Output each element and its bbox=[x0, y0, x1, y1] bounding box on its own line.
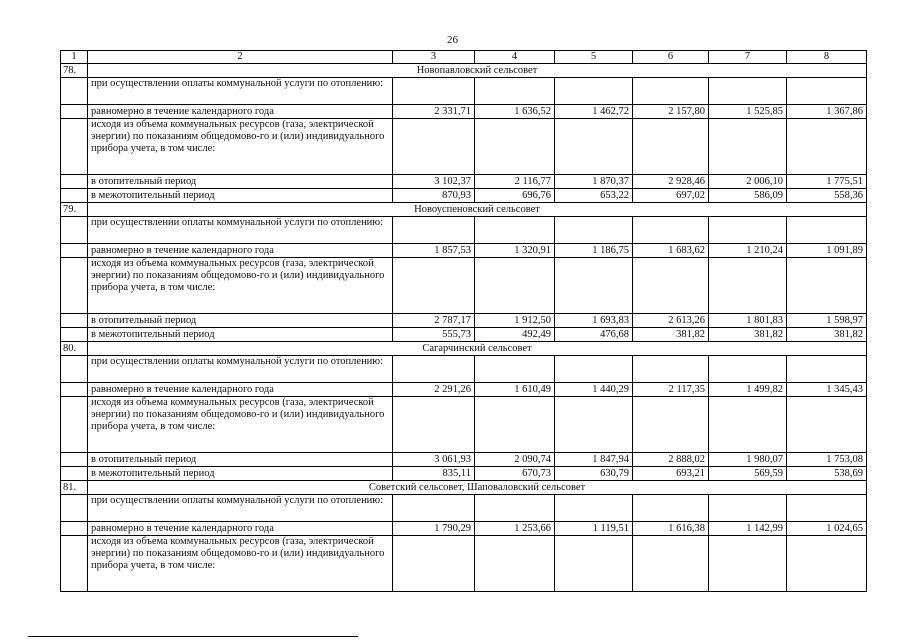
value-cell bbox=[555, 495, 633, 522]
value-cell: 381,82 bbox=[633, 328, 709, 342]
value-cell: 2 888,02 bbox=[633, 453, 709, 467]
value-cell: 1 499,82 bbox=[709, 383, 787, 397]
value-cell: 1 616,38 bbox=[633, 522, 709, 536]
value-cell: 2 090,74 bbox=[475, 453, 555, 467]
value-cell: 569,59 bbox=[709, 467, 787, 481]
value-cell bbox=[787, 78, 867, 105]
row-label: исходя из объема коммунальных ресурсов (газа, электрической энергии) по показаниям общедомово-го и (или) индивидуального прибора учета, в том числе: bbox=[88, 536, 393, 592]
table-row bbox=[61, 78, 867, 105]
value-cell bbox=[555, 356, 633, 383]
section-name: Новоуспеновский сельсовет bbox=[88, 203, 867, 217]
table-row bbox=[61, 383, 867, 397]
row-label: в отопительный период bbox=[88, 314, 393, 328]
value-cell bbox=[709, 536, 787, 592]
value-cell: 1 693,83 bbox=[555, 314, 633, 328]
value-cell: 2 613,26 bbox=[633, 314, 709, 328]
row-label: равномерно в течение календарного года bbox=[88, 105, 393, 119]
table-row bbox=[61, 495, 867, 522]
value-cell: 2 291,26 bbox=[393, 383, 475, 397]
value-cell: 1 683,62 bbox=[633, 244, 709, 258]
value-cell: 558,36 bbox=[787, 189, 867, 203]
table-row bbox=[61, 119, 867, 175]
value-cell: 586,09 bbox=[709, 189, 787, 203]
row-number-cell bbox=[61, 119, 88, 175]
value-cell bbox=[709, 356, 787, 383]
value-cell: 2 157,80 bbox=[633, 105, 709, 119]
value-cell bbox=[709, 258, 787, 314]
value-cell bbox=[787, 495, 867, 522]
value-cell bbox=[633, 397, 709, 453]
row-label: исходя из объема коммунальных ресурсов (газа, электрической энергии) по показаниям общедомово-го и (или) индивидуального прибора учета, в том числе: bbox=[88, 397, 393, 453]
table-row bbox=[61, 175, 867, 189]
row-number-cell bbox=[61, 536, 88, 592]
row-label: в межотопительный период bbox=[88, 467, 393, 481]
value-cell bbox=[393, 397, 475, 453]
table-row bbox=[61, 217, 867, 244]
section-row bbox=[61, 481, 867, 495]
row-number-cell bbox=[61, 397, 88, 453]
value-cell: 2 928,46 bbox=[633, 175, 709, 189]
value-cell: 630,79 bbox=[555, 467, 633, 481]
value-cell: 492,49 bbox=[475, 328, 555, 342]
row-number-cell bbox=[61, 258, 88, 314]
value-cell: 538,69 bbox=[787, 467, 867, 481]
row-label: равномерно в течение календарного года bbox=[88, 383, 393, 397]
tariff-table bbox=[60, 50, 867, 592]
row-label: исходя из объема коммунальных ресурсов (газа, электрической энергии) по показаниям общедомово-го и (или) индивидуального прибора учета, в том числе: bbox=[88, 119, 393, 175]
section-name: Сагарчинский сельсовет bbox=[88, 342, 867, 356]
value-cell bbox=[709, 217, 787, 244]
table-row bbox=[61, 258, 867, 314]
value-cell bbox=[555, 258, 633, 314]
value-cell bbox=[633, 78, 709, 105]
column-header: 4 bbox=[475, 51, 555, 64]
value-cell: 670,73 bbox=[475, 467, 555, 481]
value-cell: 1 912,50 bbox=[475, 314, 555, 328]
value-cell bbox=[555, 217, 633, 244]
table-row bbox=[61, 189, 867, 203]
section-row bbox=[61, 64, 867, 78]
value-cell bbox=[475, 119, 555, 175]
table-body bbox=[61, 51, 867, 592]
value-cell: 1 320,91 bbox=[475, 244, 555, 258]
section-row bbox=[61, 342, 867, 356]
value-cell bbox=[393, 536, 475, 592]
value-cell: 1 186,75 bbox=[555, 244, 633, 258]
value-cell: 1 753,08 bbox=[787, 453, 867, 467]
row-number-cell bbox=[61, 78, 88, 105]
value-cell: 693,21 bbox=[633, 467, 709, 481]
value-cell bbox=[787, 536, 867, 592]
row-number-cell bbox=[61, 189, 88, 203]
row-number-cell bbox=[61, 328, 88, 342]
row-number-cell bbox=[61, 522, 88, 536]
value-cell: 1 091,89 bbox=[787, 244, 867, 258]
value-cell: 1 775,51 bbox=[787, 175, 867, 189]
value-cell: 1 024,65 bbox=[787, 522, 867, 536]
value-cell bbox=[393, 356, 475, 383]
value-cell bbox=[393, 119, 475, 175]
value-cell: 1 367,86 bbox=[787, 105, 867, 119]
table-row bbox=[61, 328, 867, 342]
value-cell: 1 119,51 bbox=[555, 522, 633, 536]
value-cell bbox=[393, 258, 475, 314]
column-header: 1 bbox=[61, 51, 88, 64]
value-cell bbox=[709, 397, 787, 453]
section-row bbox=[61, 203, 867, 217]
value-cell: 2 006,10 bbox=[709, 175, 787, 189]
section-name: Новопавловский сельсовет bbox=[88, 64, 867, 78]
value-cell bbox=[709, 78, 787, 105]
table-row bbox=[61, 356, 867, 383]
value-cell bbox=[633, 495, 709, 522]
value-cell bbox=[633, 258, 709, 314]
value-cell: 1 847,94 bbox=[555, 453, 633, 467]
column-header: 2 bbox=[88, 51, 393, 64]
column-header: 5 bbox=[555, 51, 633, 64]
row-number-cell bbox=[61, 105, 88, 119]
value-cell: 1 598,97 bbox=[787, 314, 867, 328]
value-cell: 2 116,77 bbox=[475, 175, 555, 189]
row-label: в отопительный период bbox=[88, 175, 393, 189]
value-cell: 697,02 bbox=[633, 189, 709, 203]
value-cell: 381,82 bbox=[709, 328, 787, 342]
value-cell bbox=[475, 356, 555, 383]
value-cell: 1 790,29 bbox=[393, 522, 475, 536]
page-number: 26 bbox=[447, 34, 458, 46]
value-cell bbox=[709, 495, 787, 522]
value-cell bbox=[709, 119, 787, 175]
value-cell bbox=[633, 217, 709, 244]
value-cell: 476,68 bbox=[555, 328, 633, 342]
value-cell bbox=[633, 356, 709, 383]
value-cell: 870,93 bbox=[393, 189, 475, 203]
section-name: Советский сельсовет, Шаповаловский сельсовет bbox=[88, 481, 867, 495]
table-row bbox=[61, 105, 867, 119]
value-cell: 555,73 bbox=[393, 328, 475, 342]
value-cell: 1 857,53 bbox=[393, 244, 475, 258]
value-cell: 3 061,93 bbox=[393, 453, 475, 467]
table-row bbox=[61, 453, 867, 467]
value-cell: 1 345,43 bbox=[787, 383, 867, 397]
value-cell: 1 253,66 bbox=[475, 522, 555, 536]
value-cell bbox=[555, 536, 633, 592]
value-cell bbox=[787, 217, 867, 244]
value-cell: 1 440,29 bbox=[555, 383, 633, 397]
value-cell: 1 801,83 bbox=[709, 314, 787, 328]
row-number-cell bbox=[61, 383, 88, 397]
value-cell: 2 787,17 bbox=[393, 314, 475, 328]
table-row bbox=[61, 536, 867, 592]
value-cell bbox=[475, 495, 555, 522]
value-cell bbox=[475, 536, 555, 592]
value-cell bbox=[475, 78, 555, 105]
row-number-cell bbox=[61, 356, 88, 383]
section-number: 81. bbox=[61, 481, 88, 495]
value-cell: 835,11 bbox=[393, 467, 475, 481]
row-label: при осуществлении оплаты коммунальной услуги по отоплению: bbox=[88, 217, 393, 244]
table-row bbox=[61, 244, 867, 258]
table-row bbox=[61, 397, 867, 453]
value-cell: 2 331,71 bbox=[393, 105, 475, 119]
table-row bbox=[61, 467, 867, 481]
value-cell bbox=[475, 258, 555, 314]
value-cell: 1 210,24 bbox=[709, 244, 787, 258]
row-label: при осуществлении оплаты коммунальной услуги по отоплению: bbox=[88, 495, 393, 522]
table-row bbox=[61, 522, 867, 536]
row-label: равномерно в течение календарного года bbox=[88, 522, 393, 536]
value-cell: 381,82 bbox=[787, 328, 867, 342]
value-cell bbox=[633, 119, 709, 175]
value-cell: 2 117,35 bbox=[633, 383, 709, 397]
value-cell bbox=[393, 217, 475, 244]
row-label: исходя из объема коммунальных ресурсов (газа, электрической энергии) по показаниям общедомово-го и (или) индивидуального прибора учета, в том числе: bbox=[88, 258, 393, 314]
section-number: 80. bbox=[61, 342, 88, 356]
row-number-cell bbox=[61, 495, 88, 522]
row-number-cell bbox=[61, 175, 88, 189]
row-label: равномерно в течение календарного года bbox=[88, 244, 393, 258]
value-cell bbox=[393, 78, 475, 105]
row-label: в межотопительный период bbox=[88, 328, 393, 342]
value-cell: 3 102,37 bbox=[393, 175, 475, 189]
column-header: 6 bbox=[633, 51, 709, 64]
value-cell bbox=[787, 356, 867, 383]
row-label: при осуществлении оплаты коммунальной услуги по отоплению: bbox=[88, 78, 393, 105]
value-cell: 1 636,52 bbox=[475, 105, 555, 119]
value-cell: 1 142,99 bbox=[709, 522, 787, 536]
value-cell bbox=[475, 217, 555, 244]
row-label: при осуществлении оплаты коммунальной услуги по отоплению: bbox=[88, 356, 393, 383]
value-cell bbox=[393, 495, 475, 522]
value-cell bbox=[787, 397, 867, 453]
value-cell: 1 980,07 bbox=[709, 453, 787, 467]
value-cell bbox=[555, 78, 633, 105]
value-cell: 1 462,72 bbox=[555, 105, 633, 119]
column-header: 3 bbox=[393, 51, 475, 64]
row-number-cell bbox=[61, 314, 88, 328]
section-number: 78. bbox=[61, 64, 88, 78]
value-cell bbox=[555, 397, 633, 453]
value-cell bbox=[633, 536, 709, 592]
value-cell: 653,22 bbox=[555, 189, 633, 203]
row-number-cell bbox=[61, 217, 88, 244]
row-number-cell bbox=[61, 453, 88, 467]
value-cell bbox=[475, 397, 555, 453]
footer-divider bbox=[28, 636, 358, 637]
value-cell bbox=[555, 119, 633, 175]
column-header: 8 bbox=[787, 51, 867, 64]
row-label: в отопительный период bbox=[88, 453, 393, 467]
value-cell: 1 525,85 bbox=[709, 105, 787, 119]
value-cell: 1 870,37 bbox=[555, 175, 633, 189]
row-number-cell bbox=[61, 244, 88, 258]
row-number-cell bbox=[61, 467, 88, 481]
section-number: 79. bbox=[61, 203, 88, 217]
value-cell bbox=[787, 119, 867, 175]
value-cell: 1 610,49 bbox=[475, 383, 555, 397]
column-header: 7 bbox=[709, 51, 787, 64]
value-cell bbox=[787, 258, 867, 314]
value-cell: 696,76 bbox=[475, 189, 555, 203]
row-label: в межотопительный период bbox=[88, 189, 393, 203]
table-row bbox=[61, 314, 867, 328]
column-header-row bbox=[61, 51, 867, 64]
